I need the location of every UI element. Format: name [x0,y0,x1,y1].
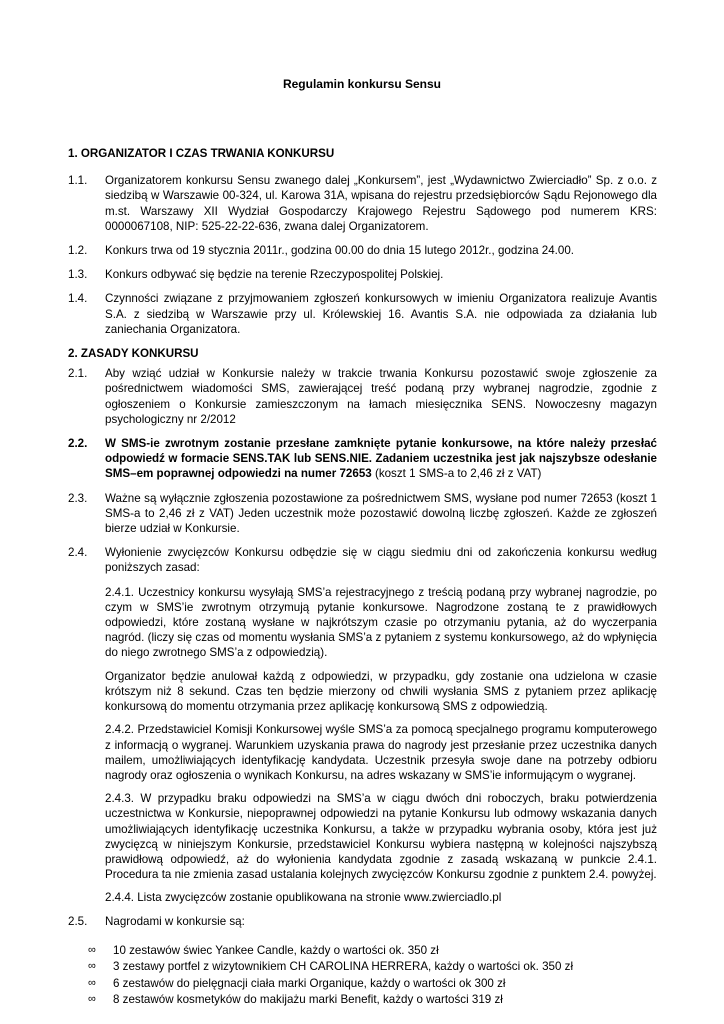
clause-2-4-1: 2.4.1. Uczestnicy konkursu wysyłają SMS’a rejestracyjnego z treścią podaną przy wybranej nagrodzie, po czym w SMS’ie zwrotnym otrzymują pytanie konkursowe. Nagrodzone zostaną te z prawidłowych odpowiedzi, które zostaną wysłane w najkrótszym czasie po otrzymaniu pytania, aż do wyczerpania nagród. (liczy się czas od momentu wysłania SMS’a z pytaniem z systemu konkursowego, aż do wpłynięcia do niego zwrotnego SMS’a z odpowiedzią). [105,585,657,660]
clause-2-4-3: 2.4.3. W przypadku braku odpowiedzi na SMS’a w ciągu dwóch dni roboczych, braku potwierdzenia uczestnictwa w Konkursie, niepoprawnej odpowiedzi na pytanie Konkursu lub odmowy wskazania danych umożliwiających identyfikację uczestnika Konkursu, a także w przypadku wybrania osoby, która jest już zwycięzcą w niniejszym Konkursie, przedstawiciel Konkursu wybiera następną w kolejności najszybszą prawidłową odpowiedź, aż do wyłonienia kandydata zgodnie z zasadą wskazaną w punkcie 2.4.1. Procedura ta nie zmienia zasad ustalania kolejnych zwycięzców Konkursu zgodnie z punktem 2.4. powyżej. [105,792,657,882]
clause-text: Ważne są wyłącznie zgłoszenia pozostawione za pośrednictwem SMS, wysłane pod numer 72653 (koszt 1 SMS-a to 2,46 zł z VAT) Jeden uczestnik może pozostawić dowolną liczbę zgłoszeń. Każde ze zgłoszeń bierze udział w Konkursie. [105,491,657,536]
clause-1-2 [68,243,657,258]
clause-cost-note: (koszt 1 SMS-a to 2,46 zł z VAT) [371,467,542,481]
clause-2-3 [68,491,657,537]
prize-text: 3 zestawy portfel z wizytownikiem CH CAROLINA HERRERA, każdy o wartości ok. 350 zł [113,960,574,974]
clause-text: Czynności związane z przyjmowaniem zgłoszeń konkursowych w imieniu Organizatora realizuje Avantis S.A. z siedzibą w Warszawie przy ul. Królewskiej 16. Avantis S.A. nie odpowiada za działania lub zaniechania Organizatora. [105,292,657,336]
clause-2-1 [68,366,657,427]
clause-text: Aby wziąć udział w Konkursie należy w trakcie trwania Konkursu pozostawić swoje zgłoszenie za pośrednictwem wiadomości SMS, zawierającej treść podaną przy wybranej nagrodzie, zgodnie z ogłoszeniem o Konkursie zamieszczonym na łamach miesięcznika SENS. Nowoczesny magazyn psychologiczny nr 2/2012 [105,367,657,426]
clause-number: 1.3. [68,268,88,282]
clause-number: 2.3. [68,491,88,505]
clause-2-4-1-note: Organizator będzie anulował każdą z odpowiedzi, w przypadku, gdy zostanie ona udzielona w czasie krótszym niż 8 sekund. Czas ten będzie mierzony od chwili wysłania SMS z pytaniem przez aplikację konkursową do momentu otrzymania przez aplikację konkursową SMS z odpowiedzią. [105,669,657,714]
clause-text: Wyłonienie zwycięzców Konkursu odbędzie się w ciągu siedmiu dni od zakończenia konkursu według poniższych zasad: [105,546,657,575]
prize-text: 10 zestawów świec Yankee Candle, każdy o wartości ok. 350 zł [113,943,439,957]
clause-number: 2.2. [68,437,88,451]
list-item [88,992,657,1007]
clause-2-5 [68,914,657,929]
prize-list [68,943,657,1008]
list-item [88,943,657,958]
clause-1-1 [68,173,657,234]
bullet-icon: ∞ [88,943,96,956]
document-title: Regulamin konkursu Sensu [282,77,442,91]
clause-number: 1.4. [68,292,88,306]
list-item [88,959,657,974]
bullet-icon: ∞ [88,976,96,989]
clause-2-4 [68,545,657,575]
clause-number: 1.2. [68,244,88,258]
clause-number: 2.4. [68,546,88,560]
bullet-icon: ∞ [88,960,96,973]
clause-1-4 [68,291,657,337]
clause-2-4-2: 2.4.2. Przedstawiciel Komisji Konkursowej wyśle SMS’a za pomocą specjalnego programu komputerowego z informacją o wygranej. Warunkiem uzyskania prawa do nagrody jest przesłanie przez uczestnika danych mailem, umożliwiających identyfikację kandydata. Uczestnik przesyła swoje dane na potrzeby odbioru nagrody oraz ogłoszenia o wynikach Konkursu, na adres wskazany w SMS’ie informującym o wygranej. [105,723,657,782]
clause-2-4-4: 2.4.4. Lista zwycięzców zostanie opublikowana na stronie www.zwierciadlo.pl [105,891,502,905]
clause-1-3 [68,267,657,282]
clause-number: 2.5. [68,914,88,928]
clause-2-2 [68,436,657,482]
clause-number: 1.1. [68,174,88,188]
list-item [88,976,657,991]
section-heading-1: 1. ORGANIZATOR I CZAS TRWANIA KONKURSU [68,147,335,160]
clause-bold-text: W SMS-ie zwrotnym zostanie przesłane zamknięte pytanie konkursowe, na które należy przesłać odpowiedź w formacie SENS.TAK lub SENS.NIE. Zadaniem uczestnika jest jak najszybsze odesłanie SMS–em poprawnej odpowiedzi na numer 72653 [105,437,657,481]
document-body [68,146,657,1009]
prize-text: 8 zestawów kosmetyków do makijażu marki Benefit, każdy o wartości 319 zł [113,993,503,1007]
clause-text: Organizatorem konkursu Sensu zwanego dalej „Konkursem”, jest „Wydawnictwo Zwierciadło” Sp. z o.o. z siedzibą w Warszawie 00-324, ul. Karowa 31A, wpisana do rejestru przedsiębiorców Sądu Rejonowego dla m.st. Warszawy XII Wydział Gospodarczy Krajowego Rejestru Sądowego pod numerem KRS: 0000067108, NIP: 525-22-22-636, zwana dalej Organizatorem. [105,174,657,233]
prize-text: 6 zestawów do pielęgnacji ciała marki Organique, każdy o wartości ok 300 zł [113,976,506,990]
bullet-icon: ∞ [88,993,96,1006]
clause-number: 2.1. [68,367,88,381]
clause-text: Konkurs odbywać się będzie na terenie Rzeczypospolitej Polskiej. [105,268,444,282]
clause-text: Nagrodami w konkursie są: [105,914,245,928]
section-heading-2: 2. ZASADY KONKURSU [68,347,199,361]
clause-text: Konkurs trwa od 19 stycznia 2011r., godzina 00.00 do dnia 15 lutego 2012r., godzina 24.00. [105,244,575,258]
